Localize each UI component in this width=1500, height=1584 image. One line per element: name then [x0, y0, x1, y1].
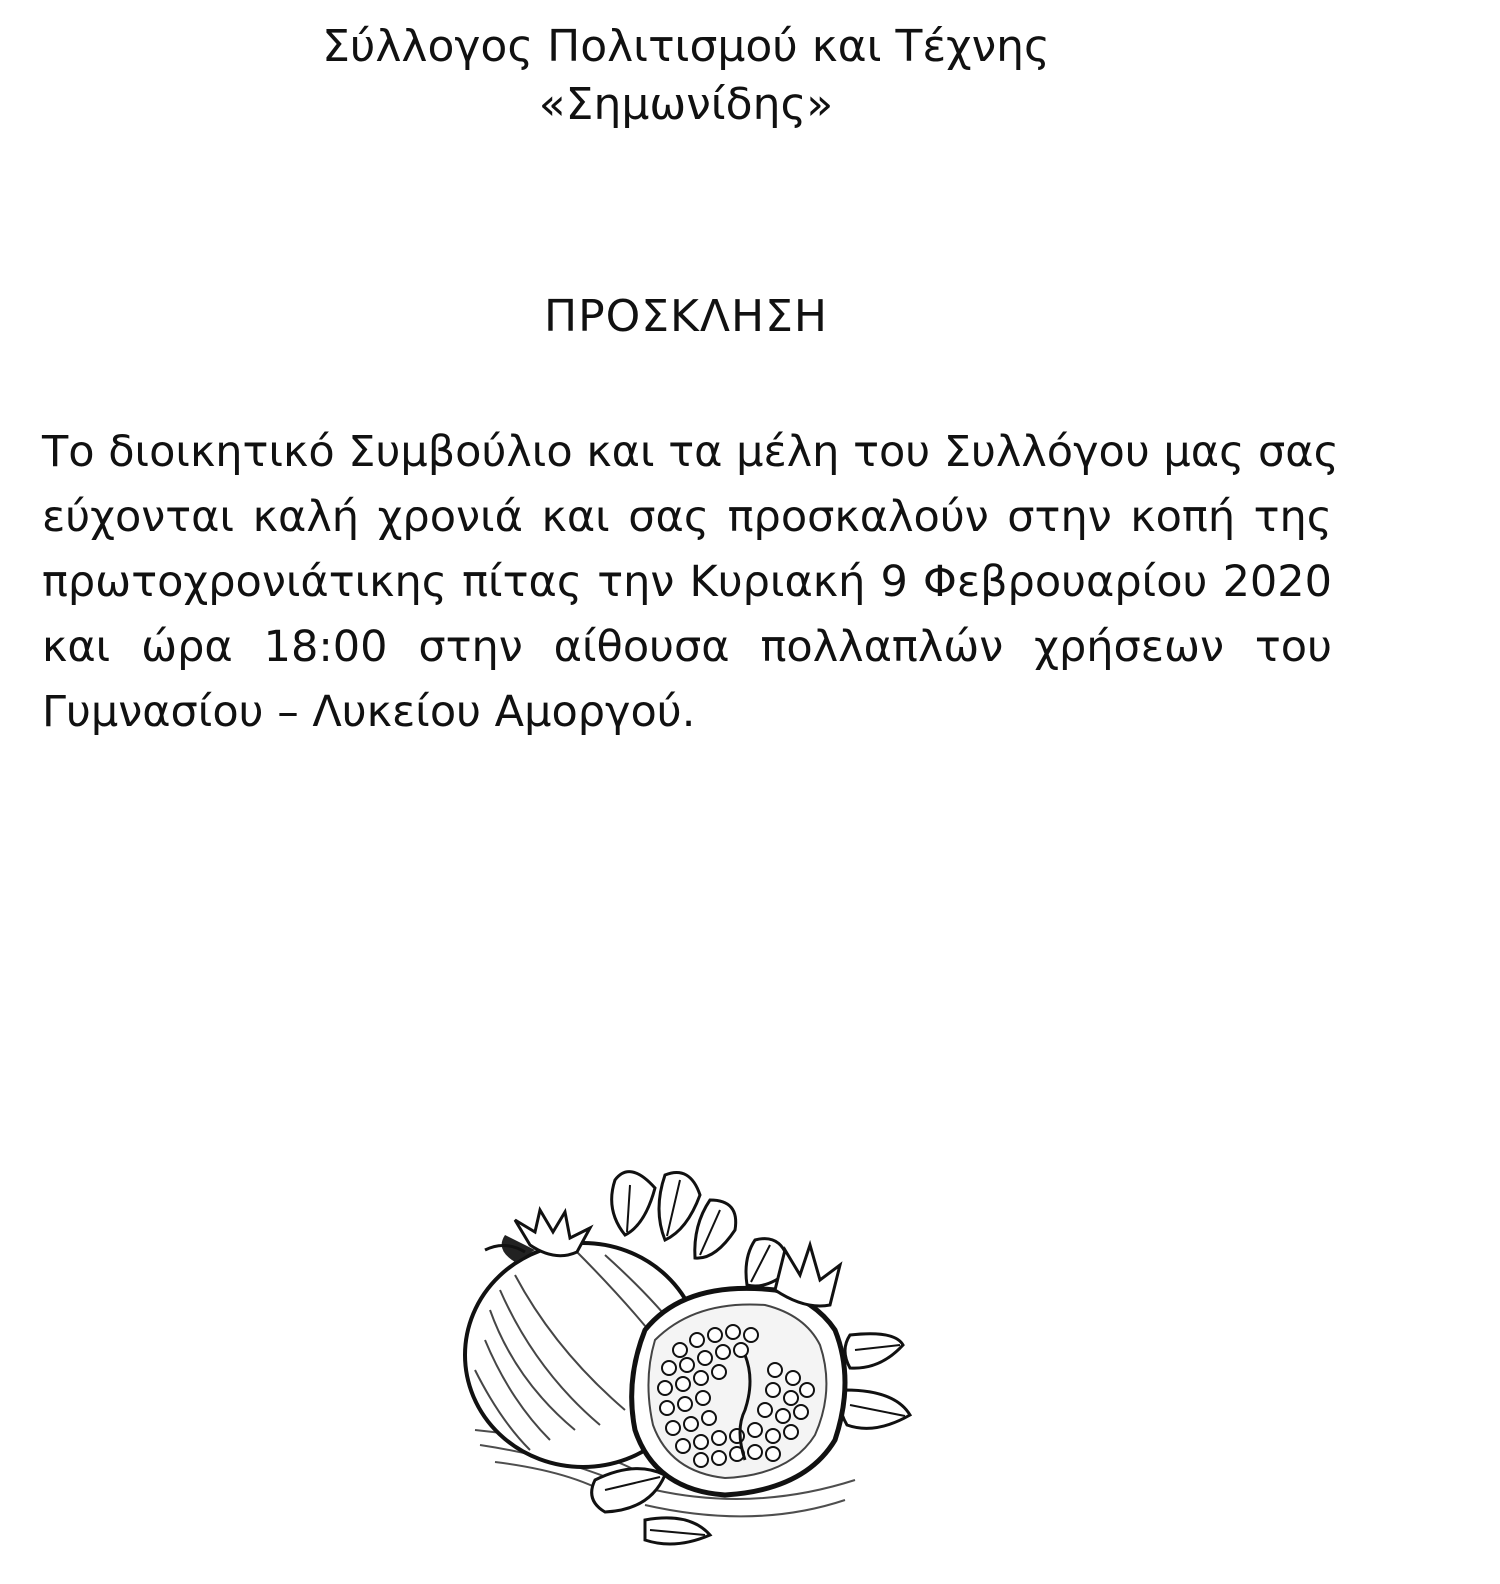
body-line: Το διοικητικό Συμβούλιο και τα μέλη του Συλλόγου μας σας — [42, 427, 1339, 477]
organization-header — [0, 18, 1372, 134]
organization-nickname: «Σημωνίδης» — [538, 79, 834, 130]
organization-name: Σύλλογος Πολιτισμού και Τέχνης — [322, 21, 1050, 72]
body-line: Γυμνασίου – Λυκείου Αμοργού. — [42, 687, 696, 737]
body-line: και ώρα 18:00 στην αίθουσα πολλαπλών χρήσεων του — [42, 622, 1332, 672]
body-line: πρωτοχρονιάτικης πίτας την Κυριακή 9 Φεβρουαρίου 2020 — [42, 557, 1332, 607]
invitation-body — [42, 420, 1339, 745]
body-line: εύχονται καλή χρονιά και σας προσκαλούν στην κοπή της — [42, 492, 1332, 542]
pomegranate-illustration-icon — [455, 1140, 925, 1560]
invitation-title: ΠΡΟΣΚΛΗΣΗ — [544, 291, 828, 342]
